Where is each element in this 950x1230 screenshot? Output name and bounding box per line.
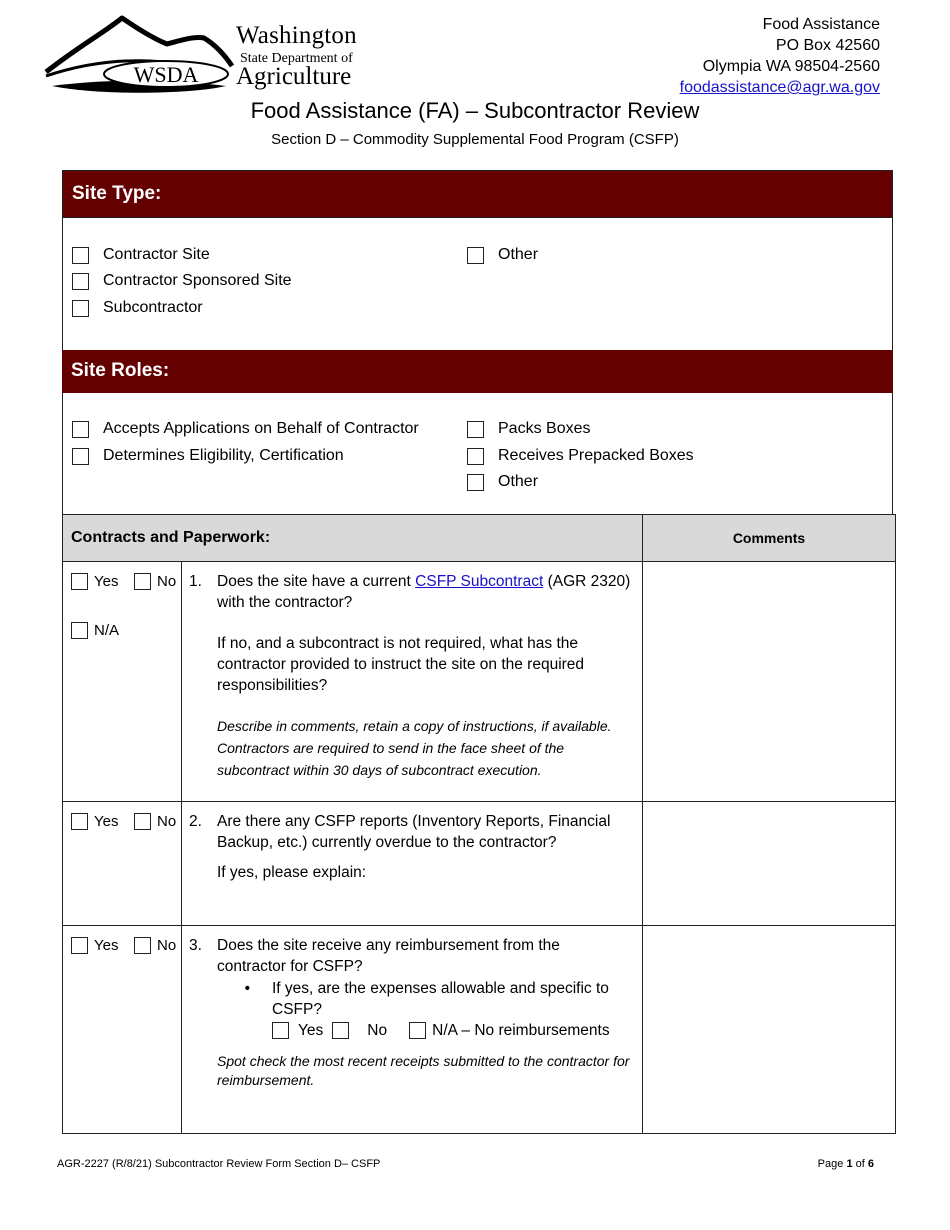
checkbox[interactable] xyxy=(72,300,89,317)
no-option[interactable]: No xyxy=(134,573,176,590)
site-roles-header xyxy=(62,350,893,393)
checkbox[interactable] xyxy=(467,421,484,438)
na-option[interactable]: N/A xyxy=(71,622,119,639)
comments-heading: Comments xyxy=(643,515,896,562)
checkbox[interactable] xyxy=(72,273,89,290)
answer-cell xyxy=(63,562,182,802)
logo-washington: Washington xyxy=(236,22,357,49)
question-cell xyxy=(182,802,643,926)
question-2: 2. Are there any CSFP reports (Inventory Reports, Financial Backup, etc.) currently overdue to the contractor? If yes, please explain: xyxy=(189,813,611,881)
checkbox[interactable] xyxy=(467,474,484,491)
checkbox[interactable] xyxy=(332,1022,349,1039)
contracts-table xyxy=(62,514,896,1134)
site-type-heading: Site Type: xyxy=(72,183,162,204)
logo-text: WSDA xyxy=(133,62,199,87)
comments-cell[interactable] xyxy=(643,926,896,1134)
checkbox[interactable] xyxy=(134,573,151,590)
question-cell xyxy=(182,562,643,802)
answer-cell xyxy=(63,926,182,1134)
site-type-option[interactable]: Other xyxy=(467,246,538,264)
no-option[interactable]: No xyxy=(134,937,176,954)
agency-address xyxy=(680,14,880,98)
question-1: 1. Does the site have a current CSFP Subcontract (AGR 2320) with the contractor? If no, and a subcontract is not required, what has the contractor provided to instruct the site on the required responsibilities? Describe in comments, retain a copy of instructions, if available. Contractors are required to send in the face sheet of the subcontract within 30 days of subcontract execution. xyxy=(189,573,631,778)
address-line: Olympia WA 98504-2560 xyxy=(702,58,880,75)
site-role-option[interactable]: Determines Eligibility, Certification xyxy=(72,447,344,465)
checkbox[interactable] xyxy=(467,247,484,264)
sub-yes-option[interactable]: Yes xyxy=(272,1020,323,1041)
yes-option[interactable]: Yes xyxy=(71,573,118,590)
address-line: Food Assistance xyxy=(762,16,880,33)
checkbox[interactable] xyxy=(134,813,151,830)
yes-option[interactable]: Yes xyxy=(71,813,118,830)
contracts-heading: Contracts and Paperwork: xyxy=(63,515,643,562)
table-row xyxy=(63,926,896,1134)
checkbox[interactable] xyxy=(72,421,89,438)
table-row xyxy=(63,802,896,926)
checkbox[interactable] xyxy=(72,448,89,465)
checkbox[interactable] xyxy=(272,1022,289,1039)
page-number: Page 1 of 6 xyxy=(817,1158,874,1170)
no-option[interactable]: No xyxy=(134,813,176,830)
comments-cell[interactable] xyxy=(643,562,896,802)
reimbursement-options xyxy=(272,1020,632,1041)
site-role-option[interactable]: Other xyxy=(467,473,538,491)
checkbox[interactable] xyxy=(72,247,89,264)
site-roles-section xyxy=(62,393,893,514)
site-type-header xyxy=(62,170,893,218)
site-type-option[interactable]: Contractor Sponsored Site xyxy=(72,272,292,290)
site-type-option[interactable]: Subcontractor xyxy=(72,299,203,317)
checkbox[interactable] xyxy=(409,1022,426,1039)
bullet-item: • If yes, are the expenses allowable and specific to CSFP? xyxy=(217,978,632,1020)
page-subtitle: Section D – Commodity Supplemental Food Program (CSFP) xyxy=(271,131,679,148)
site-roles-heading: Site Roles: xyxy=(71,360,170,381)
table-header-row xyxy=(63,515,896,562)
checkbox[interactable] xyxy=(71,622,88,639)
site-type-option[interactable]: Contractor Site xyxy=(72,246,210,264)
table-row xyxy=(63,562,896,802)
site-role-option[interactable]: Receives Prepacked Boxes xyxy=(467,447,694,465)
question-cell xyxy=(182,926,643,1134)
page-title: Food Assistance (FA) – Subcontractor Review xyxy=(250,98,700,123)
logo-state-dept: State Department of xyxy=(240,51,353,66)
answer-cell xyxy=(63,802,182,926)
logo-agriculture: Agriculture xyxy=(236,63,352,90)
address-line: PO Box 42560 xyxy=(775,37,880,54)
sub-no-option[interactable]: No xyxy=(332,1020,387,1041)
site-role-option[interactable]: Accepts Applications on Behalf of Contractor xyxy=(72,420,419,438)
site-role-option[interactable]: Packs Boxes xyxy=(467,420,590,438)
yes-option[interactable]: Yes xyxy=(71,937,118,954)
checkbox[interactable] xyxy=(467,448,484,465)
question-3: 3. Does the site receive any reimbursement from the contractor for CSFP? • If yes, are the expenses allowable and specific to CSFP? Yes No N/A – No reimbursements Spot check the most recent receipts submitted to the contractor for reimbursement. xyxy=(189,935,632,1090)
email-link[interactable]: foodassistance@agr.wa.gov xyxy=(679,79,880,96)
checkbox[interactable] xyxy=(71,937,88,954)
comments-cell[interactable] xyxy=(643,802,896,926)
checkbox[interactable] xyxy=(71,813,88,830)
form-id: AGR-2227 (R/8/21) Subcontractor Review Form Section D– CSFP xyxy=(57,1158,381,1170)
site-type-section xyxy=(62,218,893,350)
sub-na-option[interactable]: N/A – No reimbursements xyxy=(409,1020,609,1041)
checkbox[interactable] xyxy=(134,937,151,954)
csfp-subcontract-link[interactable]: CSFP Subcontract xyxy=(415,573,544,590)
checkbox[interactable] xyxy=(71,573,88,590)
bullet-icon: • xyxy=(244,980,250,997)
